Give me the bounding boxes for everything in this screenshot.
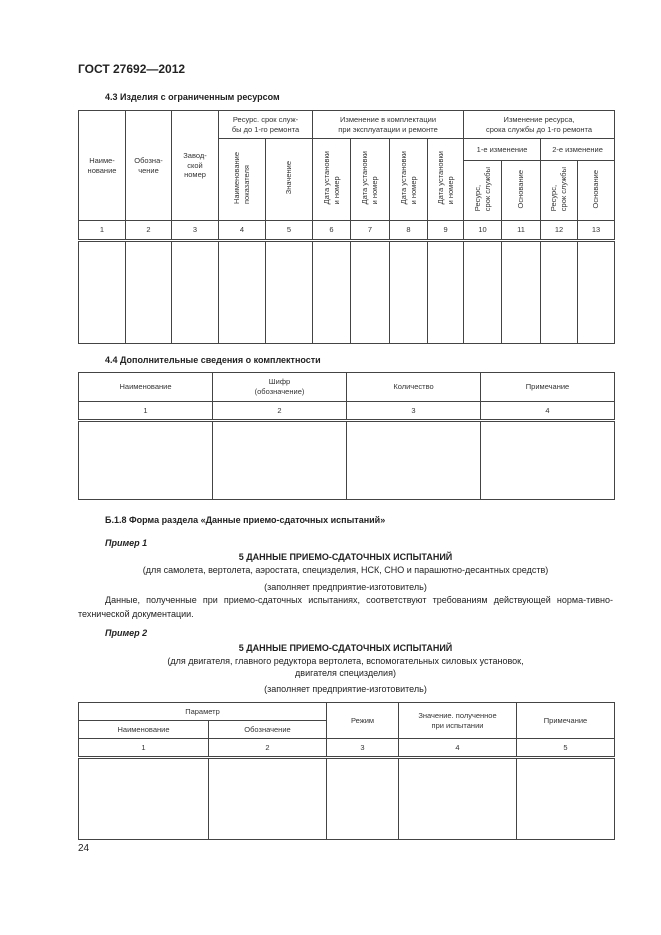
section-b18-title: Б.1.8 Форма раздела «Данные приемо-сдаточных испытаний»: [105, 515, 386, 525]
column-number-3: 3: [347, 402, 481, 421]
empty-cell: [541, 241, 578, 344]
column-number-1: 1: [79, 402, 213, 421]
col-date-1: Дата установки и номер: [321, 151, 341, 205]
column-number-5: 5: [517, 739, 615, 758]
col-date-2: Дата установки и номер: [360, 151, 380, 205]
empty-cell: [79, 421, 213, 500]
column-number-8: 8: [390, 221, 428, 241]
example-2-subtitle: (для двигателя, главного редуктора вертолета, вспомогательных силовых установок, двигателя специзделия): [167, 656, 524, 678]
empty-cell: [209, 758, 327, 840]
empty-cell: [79, 758, 209, 840]
empty-cell: [126, 241, 172, 344]
col-designation: Обозна- чение: [126, 111, 172, 221]
column-number-1: 1: [79, 739, 209, 758]
column-number-4: 4: [481, 402, 615, 421]
col-value: Значение: [284, 161, 294, 195]
col-basis-1: Основание: [516, 169, 526, 209]
example-1-label: Пример 1: [105, 538, 148, 548]
column-number-9: 9: [428, 221, 464, 241]
column-number-3: 3: [172, 221, 219, 241]
column-number-5: 5: [266, 221, 313, 241]
empty-cell: [266, 241, 313, 344]
col-designation: Обозначение: [209, 721, 327, 739]
empty-cell: [172, 241, 219, 344]
empty-cell: [347, 421, 481, 500]
column-header-2: Шифр (обозначение): [213, 373, 347, 402]
example-1-heading: 5 ДАННЫЕ ПРИЕМО-СДАТОЧНЫХ ИСПЫТАНИЙ: [238, 552, 453, 562]
column-number-1: 1: [79, 221, 126, 241]
completeness-table: [78, 372, 615, 500]
column-number-6: 6: [313, 221, 351, 241]
limited-resource-table: [78, 110, 615, 344]
example-1-fill-note: (заполняет предприятие-изготовитель): [264, 582, 427, 592]
empty-cell: [464, 241, 502, 344]
document-header: ГОСТ 27692—2012: [78, 62, 186, 76]
column-number-3: 3: [327, 739, 399, 758]
column-header-3: Количество: [347, 373, 481, 402]
empty-cell: [351, 241, 390, 344]
col-name: Наиме- нование: [79, 111, 126, 221]
empty-cell: [313, 241, 351, 344]
example-2-heading: 5 ДАННЫЕ ПРИЕМО-СДАТОЧНЫХ ИСПЫТАНИЙ: [238, 643, 453, 653]
col-resource-1: Ресурс, срок службы: [472, 167, 492, 212]
column-number-13: 13: [578, 221, 615, 241]
example-2-label: Пример 2: [105, 628, 148, 638]
col-parameter: Параметр: [79, 703, 327, 721]
empty-cell: [517, 758, 615, 840]
example-2-fill-note: (заполняет предприятие-изготовитель): [264, 684, 427, 694]
column-header-1: Наименование: [79, 373, 213, 402]
column-number-7: 7: [351, 221, 390, 241]
column-number-4: 4: [219, 221, 266, 241]
empty-cell: [428, 241, 464, 344]
col-date-3: Дата установки и номер: [398, 151, 418, 205]
col-test-value: Значение. полученное при испытании: [399, 703, 517, 739]
col-date-4: Дата установки и номер: [435, 151, 455, 205]
example-1-subtitle: (для самолета, вертолета, аэростата, специзделия, НСК, СНО и парашютно-десантных средств): [142, 565, 549, 575]
col-mode: Режим: [327, 703, 399, 739]
column-number-10: 10: [464, 221, 502, 241]
empty-cell: [502, 241, 541, 344]
column-number-2: 2: [126, 221, 172, 241]
empty-cell: [213, 421, 347, 500]
empty-cell: [578, 241, 615, 344]
acceptance-test-table: [78, 702, 615, 840]
example-1-text: Данные, полученные при приемо-сдаточных испытаниях, соответствуют требованиям действующей норма-тивно-технической документации.: [78, 595, 613, 619]
section-4-3-title: 4.3 Изделия с ограниченным ресурсом: [105, 92, 280, 102]
column-number-11: 11: [502, 221, 541, 241]
page-number: 24: [78, 843, 90, 854]
col-change-1: 1-е изменение: [464, 139, 541, 161]
column-number-12: 12: [541, 221, 578, 241]
col-resource-changes: Изменение ресурса, срока службы до 1-го ремонта: [464, 111, 615, 139]
col-basis-2: Основание: [591, 169, 601, 209]
col-change-2: 2-е изменение: [541, 139, 615, 161]
empty-cell: [399, 758, 517, 840]
column-header-4: Примечание: [481, 373, 615, 402]
empty-cell: [390, 241, 428, 344]
col-indicator-name: Наименование показателя: [232, 152, 251, 205]
col-changes: Изменение в комплектации при эксплуатации и ремонте: [313, 111, 464, 139]
empty-cell: [79, 241, 126, 344]
empty-cell: [219, 241, 266, 344]
col-resource-2: Ресурс, срок службы: [549, 167, 569, 212]
column-number-4: 4: [399, 739, 517, 758]
column-number-2: 2: [213, 402, 347, 421]
section-4-4-title: 4.4 Дополнительные сведения о комплектности: [105, 355, 321, 365]
col-name: Наименование: [79, 721, 209, 739]
col-note: Примечание: [517, 703, 615, 739]
col-serial: Завод- ской номер: [172, 111, 219, 221]
empty-cell: [327, 758, 399, 840]
column-number-2: 2: [209, 739, 327, 758]
empty-cell: [481, 421, 615, 500]
col-resource: Ресурс. срок служ- бы до 1-го ремонта: [219, 111, 313, 139]
